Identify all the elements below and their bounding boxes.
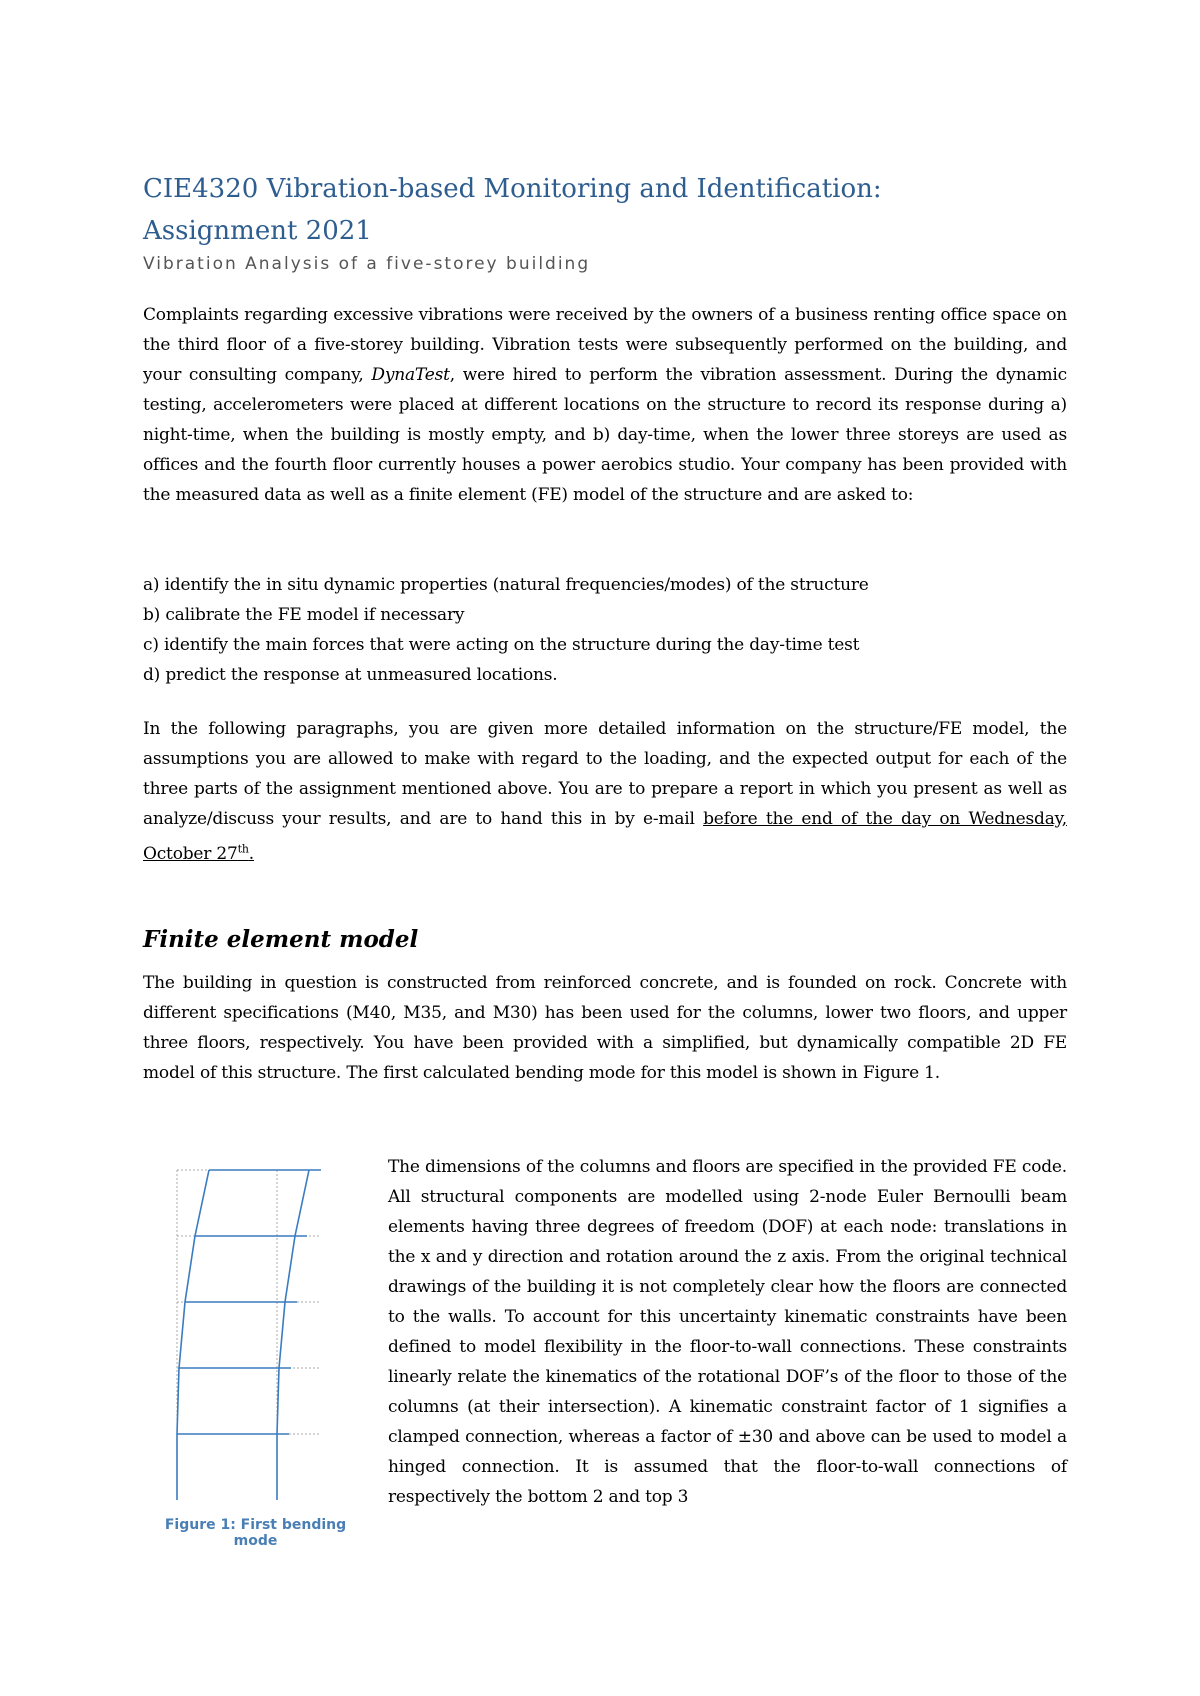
title-line-2: Assignment 2021 bbox=[143, 216, 372, 246]
section-heading: Finite element model bbox=[143, 926, 419, 953]
title-line-1: CIE4320 Vibration-based Monitoring and Identification: bbox=[143, 174, 882, 204]
deformed-column-left bbox=[177, 1170, 209, 1500]
deadline-date: before the end of the day on Wednesday, October 27 bbox=[143, 809, 1068, 864]
document-subtitle: Vibration Analysis of a five-storey building bbox=[143, 254, 591, 274]
task-item: a) identify the in situ dynamic properties (natural frequencies/modes) of the structure bbox=[143, 575, 869, 595]
document-title bbox=[143, 168, 1067, 252]
task-list bbox=[143, 570, 1067, 690]
intro-text-2: , were hired to perform the vibration assessment. During the dynamic testing, accelerometers were placed at different locations on the structure to record its response during a) night-time, when the building is mostly empty, and b) day-time, when the lower three storeys are used as offices and the fourth floor currently houses a power aerobics studio. Your company has been provided with the measured data as well as a finite element (FE) model of the structure and are asked to: bbox=[143, 365, 1067, 505]
deadline-superscript: th bbox=[237, 842, 249, 855]
mode-shape-diagram bbox=[143, 1150, 368, 1530]
instructions-paragraph bbox=[143, 714, 1067, 869]
fe-model-paragraph: The building in question is constructed from reinforced concrete, and is founded on rock. Concrete with different specifications (M40, M35, and M30) has been used for the columns, lower two floors, and upper three floors, respectively. You have been provided with a simplified, but dynamically compatible 2D FE model of this structure. The first calculated bending mode for this model is shown in Figure 1. bbox=[143, 973, 1067, 1083]
task-item: b) calibrate the FE model if necessary bbox=[143, 605, 465, 625]
instructions-text: In the following paragraphs, you are given more detailed information on the structure/FE model, the assumptions you are allowed to make with regard to the loading, and the expected output for each of the three parts of the assignment mentioned above. You are to prepare a report in which you present as well as analyze/discuss your results, and are to hand this in by e-mail bbox=[143, 719, 1067, 829]
deadline-period: . bbox=[248, 843, 254, 864]
intro-paragraph bbox=[143, 300, 1067, 510]
deformed-column-right bbox=[277, 1170, 309, 1500]
task-item: d) predict the response at unmeasured locations. bbox=[143, 665, 558, 685]
figure-caption: Figure 1: First bending mode bbox=[164, 1517, 347, 1549]
deformed-mode-shape bbox=[177, 1170, 321, 1500]
figure-1 bbox=[143, 1150, 368, 1550]
structure-paragraph: The dimensions of the columns and floors are specified in the provided FE code. All structural components are modelled using 2-node Euler Bernoulli beam elements having three degrees of freedom (DOF) at each node: translations in the x and y direction and rotation around the z axis. From the original technical drawings of the building it is not completely clear how the floors are connected to the walls. To account for this uncertainty kinematic constraints have been defined to model flexibility in the floor-to-wall connections. These constraints linearly relate the kinematics of the rotational DOF’s of the floor to those of the columns (at their intersection). A kinematic constraint factor of 1 signifies a clamped connection, whereas a factor of ±30 and above can be used to model a hinged connection. It is assumed that the floor-to-wall connections of respectively the bottom 2 and top 3 bbox=[388, 1157, 1067, 1507]
intro-text-1: Complaints regarding excessive vibrations were received by the owners of a business renting office space on the third floor of a five-storey building. Vibration tests were subsequently performed on the building, and your consulting company, bbox=[143, 305, 1067, 385]
company-name: DynaTest bbox=[371, 365, 450, 385]
task-item: c) identify the main forces that were acting on the structure during the day-time test bbox=[143, 635, 860, 655]
